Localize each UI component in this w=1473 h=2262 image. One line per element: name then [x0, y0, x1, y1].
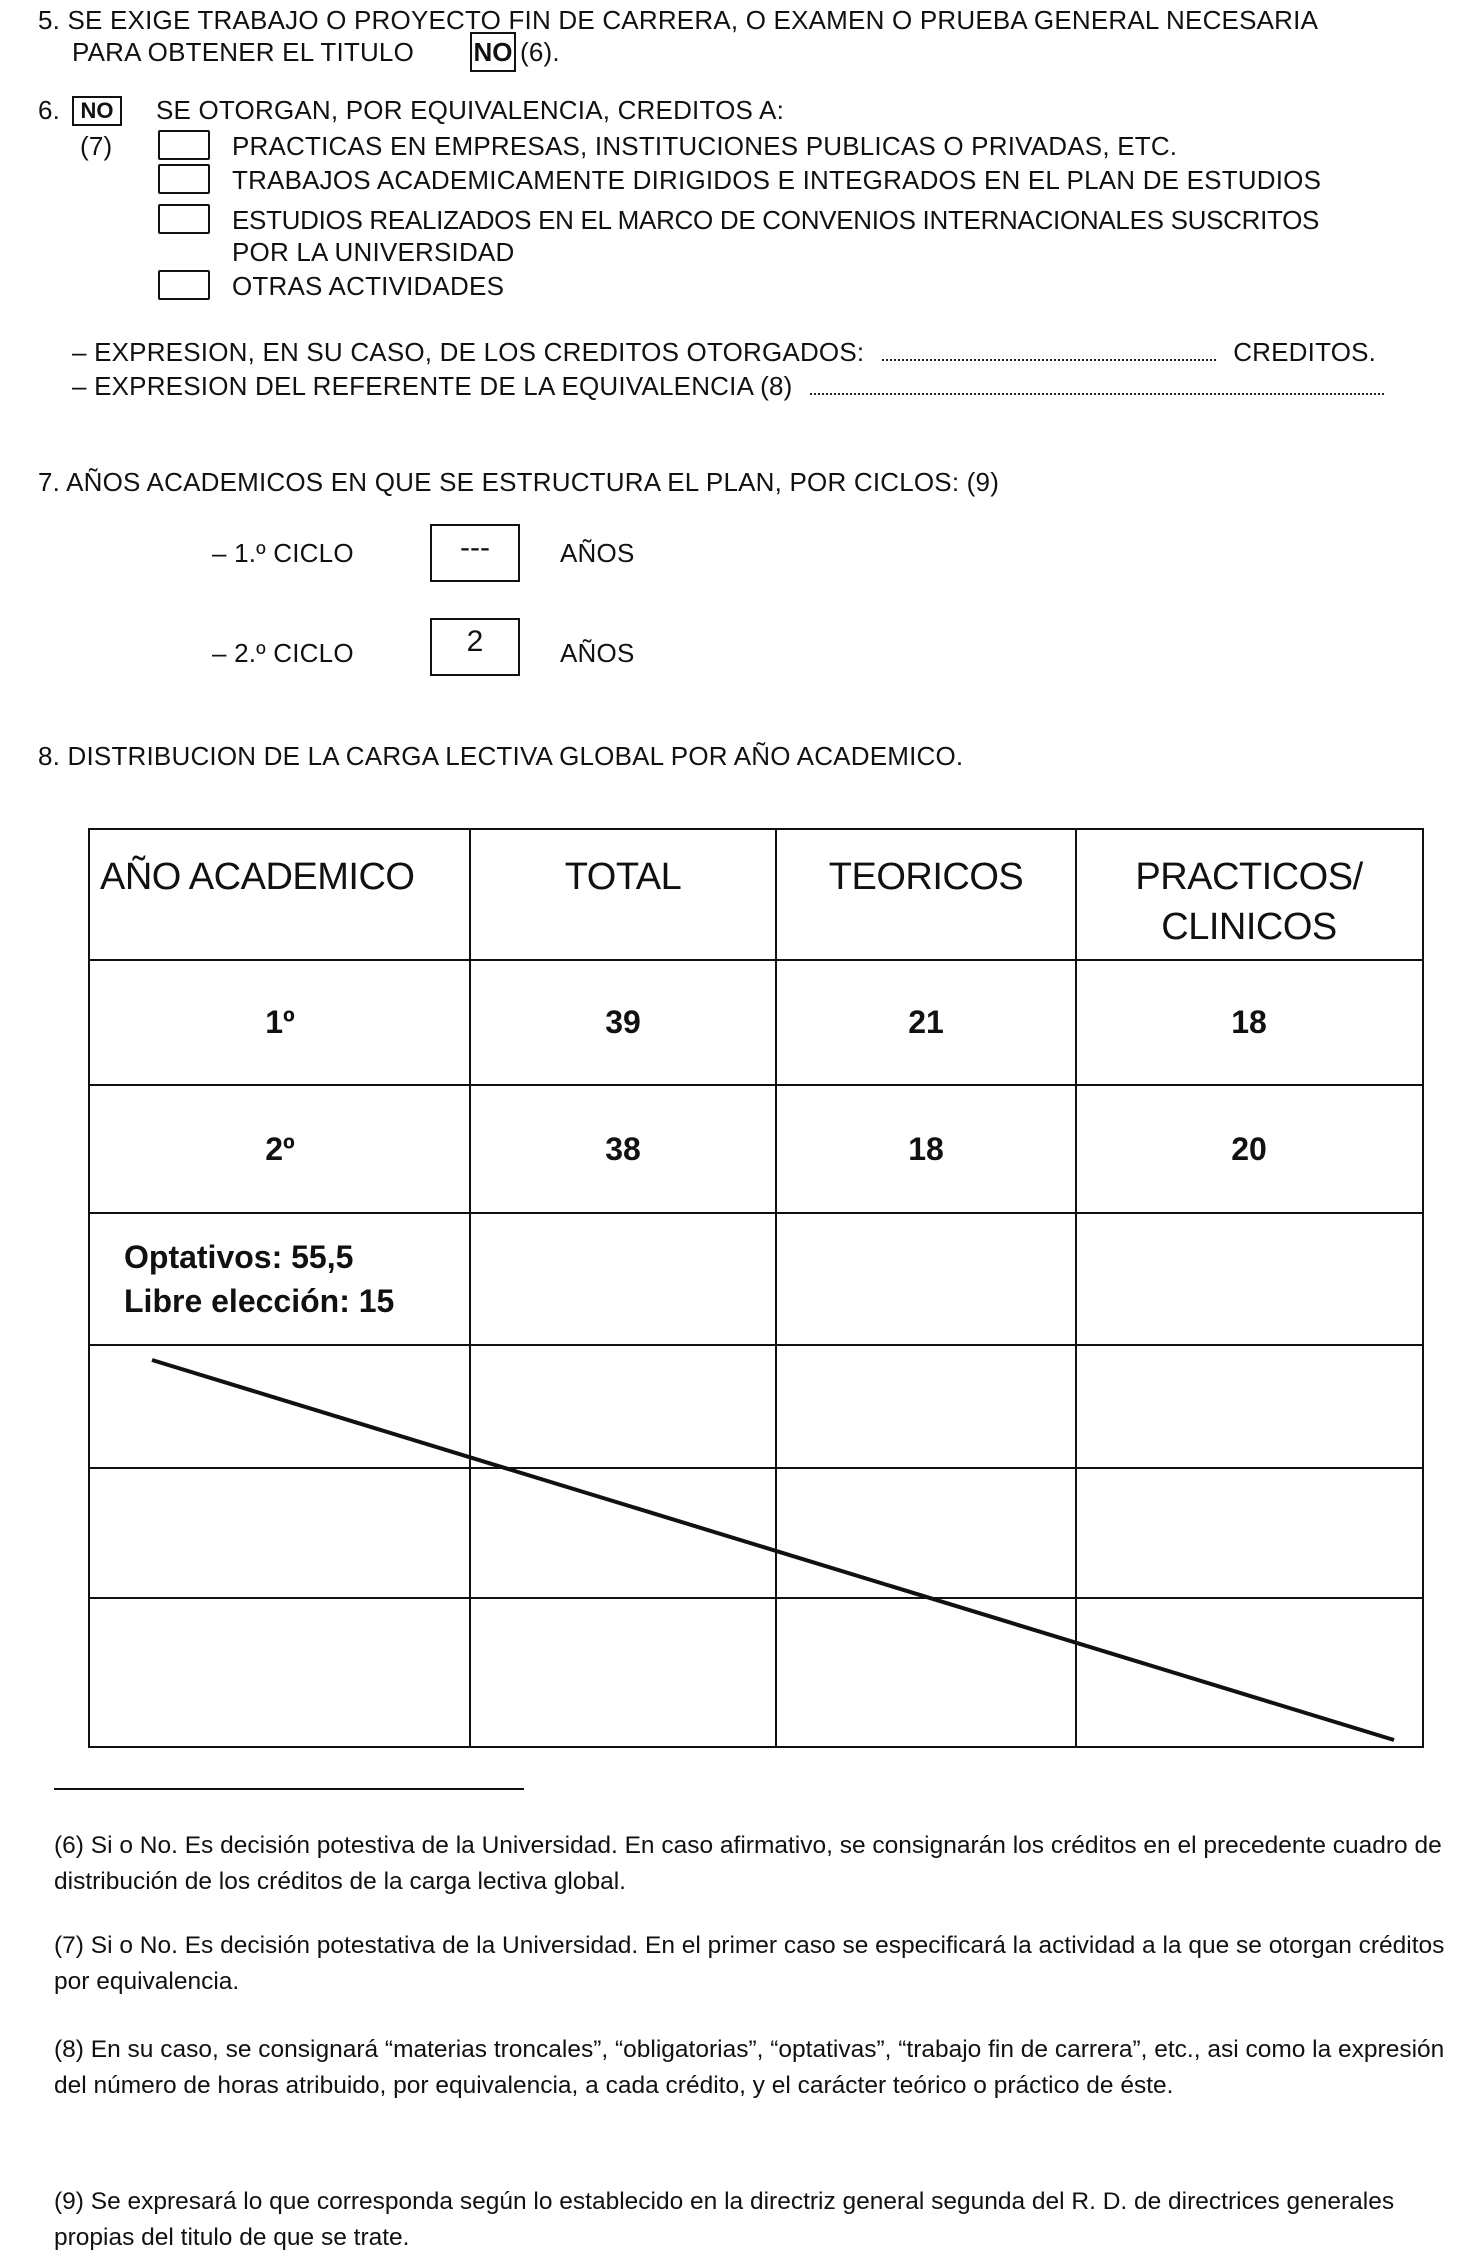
cancel-diagonal-line: [152, 1360, 1394, 1740]
checkbox-practicas[interactable]: [158, 130, 210, 160]
footnote-9: (9) Se expresará lo que corresponda según lo establecido en la directriz general segunda del R. D. de directrices generales propias del titulo de que se trate.: [54, 2188, 1395, 2251]
row1-teoricos: 21: [908, 1004, 944, 1040]
item8-heading: 8. DISTRIBUCION DE LA CARGA LECTIVA GLOBAL POR AÑO ACADEMICO.: [38, 741, 964, 771]
footnote-8: (8) En su caso, se consignará “materias troncales”, “obligatorias”, “optativas”, “trabajo fin de carrera”, etc., asi como la expresión del número de horas atribuido, por equivalencia, a cada crédito, y el carácter teórico o práctico de éste.: [54, 2036, 1445, 2099]
cycle1-unit: AÑOS: [560, 538, 635, 568]
row1-practicos: 18: [1231, 1004, 1267, 1040]
credits-label: – EXPRESION, EN SU CASO, DE LOS CREDITOS OTORGADOS:: [72, 337, 865, 367]
footnote-divider: [54, 1788, 524, 1790]
row2-year: 2º: [265, 1130, 295, 1167]
col-header-total: TOTAL: [564, 856, 682, 898]
col-header-practicos: PRACTICOS/ CLINICOS: [1135, 856, 1363, 948]
credits-blank[interactable]: [882, 359, 1216, 361]
optional-credits-cell: [90, 1213, 470, 1345]
referent-blank[interactable]: [810, 393, 1384, 395]
cycle2-label: – 2.º CICLO: [212, 638, 354, 668]
row2-teoricos: 18: [908, 1130, 944, 1167]
col-header-teoricos: TEORICOS: [828, 856, 1024, 898]
checkbox-otras[interactable]: [158, 270, 210, 300]
option-trabajos: TRABAJOS ACADEMICAMENTE DIRIGIDOS E INTEGRADOS EN EL PLAN DE ESTUDIOS: [232, 165, 1322, 195]
option-practicas: PRACTICAS EN EMPRESAS, INSTITUCIONES PUBLICAS O PRIVADAS, ETC.: [232, 131, 1178, 161]
option-estudios-cont: POR LA UNIVERSIDAD: [232, 237, 515, 267]
checkbox-trabajos[interactable]: [158, 164, 210, 194]
item6-heading: SE OTORGAN, POR EQUIVALENCIA, CREDITOS A:: [156, 95, 785, 125]
referent-line: [72, 370, 1384, 402]
option-otras: OTRAS ACTIVIDADES: [232, 271, 505, 301]
cycle1-years-box: ---: [430, 524, 520, 582]
load-distribution-table: [88, 828, 1424, 1748]
cycle2-years-box: 2: [430, 618, 520, 676]
footnote-6: (6) Si o No. Es decisión potestiva de la Universidad. En caso afirmativo, se consignarán los créditos en el precedente cuadro de distribución de los créditos de la carga lectiva global.: [54, 1832, 1442, 1895]
item5-line2: PARA OBTENER EL TITULO: [72, 37, 415, 67]
row2-total: 38: [605, 1130, 641, 1167]
credits-suffix: CREDITOS.: [1233, 337, 1377, 367]
col-header-year: AÑO ACADEMICO: [100, 856, 415, 898]
item5-line1: 5. SE EXIGE TRABAJO O PROYECTO FIN DE CARRERA, O EXAMEN O PRUEBA GENERAL NECESARIA: [38, 5, 1319, 35]
item5-answer-box: NO: [470, 32, 516, 72]
cycle1-label: – 1.º CICLO: [212, 538, 354, 568]
row1-total: 39: [605, 1004, 641, 1040]
item6-note: (7): [80, 131, 113, 161]
item6-number: 6.: [38, 95, 61, 125]
optativos-text: Optativos: 55,5: [124, 1239, 354, 1275]
item7-heading: 7. AÑOS ACADEMICOS EN QUE SE ESTRUCTURA EL PLAN, POR CICLOS: (9): [38, 467, 1000, 497]
option-estudios: ESTUDIOS REALIZADOS EN EL MARCO DE CONVENIOS INTERNACIONALES SUSCRITOS: [232, 205, 1320, 235]
credits-line: [72, 336, 1376, 368]
row1-year: 1º: [265, 1004, 295, 1040]
checkbox-estudios[interactable]: [158, 204, 210, 234]
item6-answer-box: NO: [72, 96, 122, 126]
footnote-7: (7) Si o No. Es decisión potestativa de la Universidad. En el primer caso se especificará la actividad a la que se otorgan créditos por equivalencia.: [54, 1932, 1445, 1995]
libre-eleccion-text: Libre elección: 15: [124, 1283, 395, 1319]
row2-practicos: 20: [1231, 1130, 1267, 1167]
cycle2-unit: AÑOS: [560, 638, 635, 668]
item5-note: (6).: [520, 37, 560, 67]
referent-label: – EXPRESION DEL REFERENTE DE LA EQUIVALENCIA (8): [72, 371, 793, 401]
